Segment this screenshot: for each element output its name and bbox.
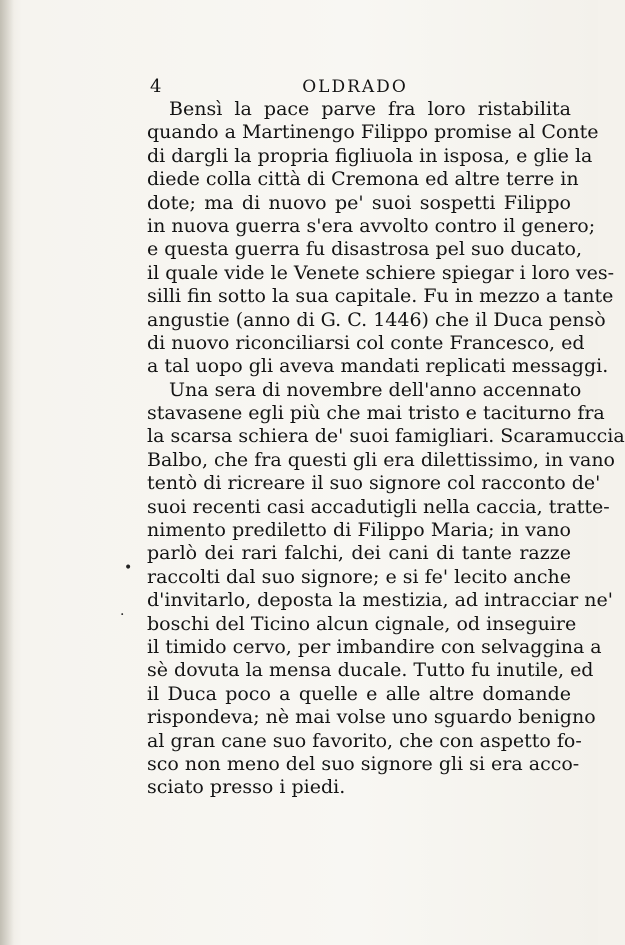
text-line: di nuovo riconciliarsi col conte Francesco, ed	[147, 331, 585, 354]
text-line: sciato presso i piedi.	[147, 776, 346, 799]
ink-speck: ·	[120, 607, 125, 623]
page-number: 4	[150, 76, 162, 97]
text-line: il Duca poco a quelle e alle altre domande	[147, 682, 571, 705]
text-line: di dargli la propria figliuola in isposa, e glie la	[147, 144, 593, 167]
text-line: Una sera di novembre dell'anno accennato	[169, 378, 582, 401]
page-edge-shadow	[0, 0, 14, 945]
paragraph-1	[147, 98, 615, 379]
page-header	[150, 74, 560, 100]
text-line: sè dovuta la mensa ducale. Tutto fu inutile, ed	[147, 659, 594, 682]
text-line: al gran cane suo favorito, che con aspetto fo-	[147, 729, 582, 752]
text-line: dote; ma di nuovo pe' suoi sospetti Filippo	[147, 191, 571, 214]
body-text	[147, 98, 625, 800]
paragraph-2	[147, 378, 625, 800]
text-line: angustie (anno di G. C. 1446) che il Duca pensò	[147, 308, 606, 331]
text-line: diede colla città di Cremona ed altre terre in	[147, 168, 579, 191]
text-line: a tal uopo gli aveva mandati replicati messaggi.	[147, 355, 609, 378]
text-line: tentò di ricreare il suo signore col racconto de'	[147, 472, 601, 495]
text-line: il timido cervo, per imbandire con selvaggina a	[147, 635, 602, 658]
text-line: rispondeva; nè mai volse uno sguardo benigno	[147, 706, 596, 729]
text-line: nimento prediletto di Filippo Maria; in vano	[147, 519, 571, 542]
text-line: Bensì la pace parve fra loro ristabilita	[169, 98, 571, 120]
text-line: stavasene egli più che mai tristo e taciturno fra	[147, 402, 605, 425]
text-line: la scarsa schiera de' suoi famigliari. Scaramuccia	[147, 425, 625, 448]
ink-speck: •	[124, 560, 133, 576]
text-line: il quale vide le Venete schiere spiegar i loro ves-	[147, 261, 615, 284]
text-line: Balbo, che fra questi gli era dilettissimo, in vano	[147, 448, 615, 471]
text-line: raccolti dal suo signore; e si fe' lecito anche	[147, 565, 571, 588]
text-line: in nuova guerra s'era avvolto contro il genero;	[147, 214, 596, 237]
text-line: boschi del Ticino alcun cignale, od inseguire	[147, 612, 577, 635]
text-line: suoi recenti casi accadutigli nella caccia, tratte-	[147, 495, 610, 518]
text-line: quando a Martinengo Filippo promise al Conte	[147, 121, 599, 144]
text-line: sco non meno del suo signore gli si era acco-	[147, 752, 580, 775]
text-line: parlò dei rari falchi, dei cani di tante razze	[147, 542, 571, 565]
text-line: e questa guerra fu disastrosa pel suo ducato,	[147, 238, 582, 261]
running-title: OLDRADO	[302, 77, 408, 97]
text-line: d'invitarlo, deposta la mestizia, ad intracciar ne'	[147, 589, 613, 612]
text-line: silli fin sotto la sua capitale. Fu in mezzo a tante	[147, 285, 614, 308]
